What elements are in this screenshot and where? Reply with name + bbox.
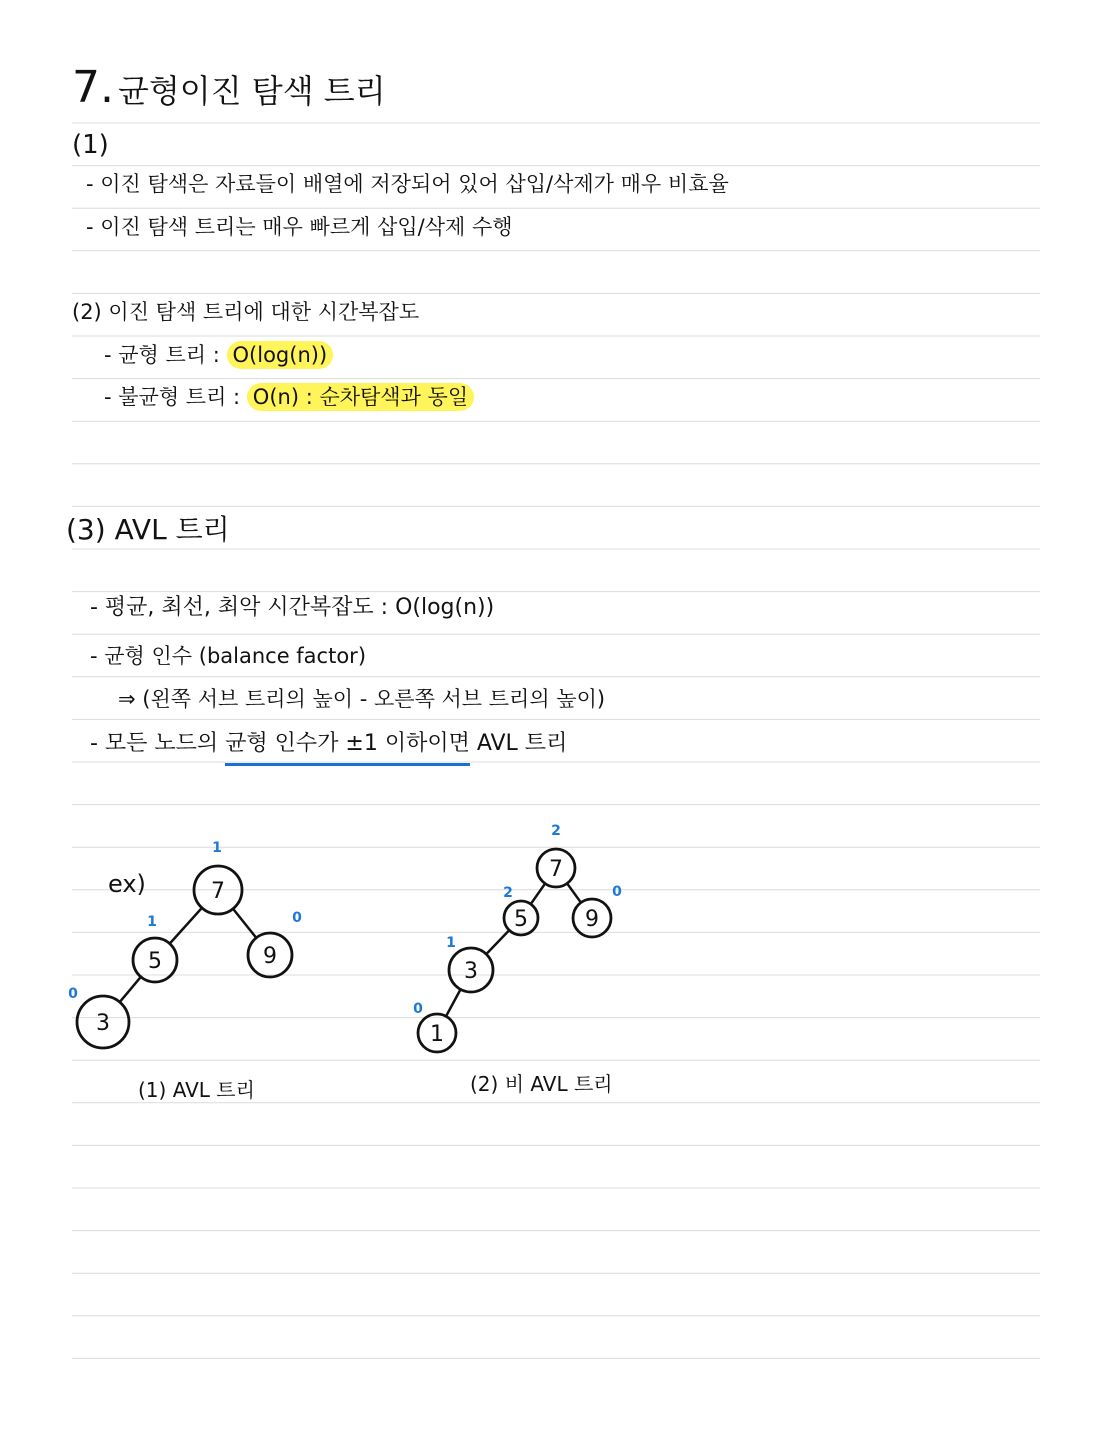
tree1-balance-factor: 1 bbox=[147, 914, 157, 930]
tree1-balance-factor: 1 bbox=[212, 840, 222, 856]
example-label: ex) bbox=[108, 870, 146, 898]
unbalanced-prefix: - 불균형 트리 : bbox=[104, 385, 241, 409]
tree2-edge bbox=[486, 930, 509, 954]
tree2-node-label: 9 bbox=[585, 907, 599, 932]
tree2-edge bbox=[567, 883, 581, 902]
tree1-node-label: 5 bbox=[148, 949, 162, 974]
avl-definition-before: - 모든 노드의 bbox=[90, 731, 226, 756]
balance-factor-bullet: - 균형 인수 (balance factor) bbox=[90, 644, 367, 668]
title-text: 균형이진 탐색 트리 bbox=[117, 72, 386, 110]
tree2-balance-factor: 1 bbox=[446, 935, 456, 951]
tree2-caption: (2) 비 AVL 트리 bbox=[470, 1072, 613, 1096]
tree2-balance-factor: 0 bbox=[413, 1001, 423, 1017]
tree1-node-label: 9 bbox=[263, 944, 277, 969]
unbalanced-highlight: O(n) : 순차탐색과 동일 bbox=[247, 383, 474, 411]
balanced-highlight: O(log(n)) bbox=[227, 341, 334, 369]
section2-heading: (2) 이진 탐색 트리에 대한 시간복잡도 bbox=[72, 300, 420, 324]
tree2-node-label: 3 bbox=[464, 959, 478, 984]
tree2-edge bbox=[446, 989, 461, 1016]
tree2-node-label: 1 bbox=[430, 1022, 444, 1047]
tree2-balance-factor: 0 bbox=[612, 884, 622, 900]
avl-complexity-bullet: - 평균, 최선, 최악 시간복잡도 : O(log(n)) bbox=[90, 595, 495, 620]
tree1-node-label: 7 bbox=[211, 879, 225, 904]
tree2-node-label: 7 bbox=[549, 857, 563, 882]
tree2-edge bbox=[531, 884, 545, 905]
section1-bullet-2: - 이진 탐색 트리는 매우 빠르게 삽입/삭제 수행 bbox=[86, 215, 513, 239]
tree2-balance-factor: 2 bbox=[551, 823, 561, 839]
tree1-balance-factor: 0 bbox=[68, 986, 78, 1002]
avl-definition-after: AVL 트리 bbox=[469, 731, 568, 756]
tree1-edge bbox=[170, 908, 202, 944]
tree2-node-label: 5 bbox=[514, 907, 528, 932]
tree1-edge bbox=[233, 909, 256, 938]
title-number: 7. bbox=[72, 62, 114, 113]
section3-heading: (3) AVL 트리 bbox=[66, 513, 230, 546]
section1-heading: (1) bbox=[72, 130, 109, 160]
tree1-edge bbox=[120, 977, 141, 1002]
tree2-balance-factor: 2 bbox=[503, 885, 513, 901]
section1-bullet-1: - 이진 탐색은 자료들이 배열에 저장되어 있어 삽입/삭제가 매우 비효율 bbox=[86, 172, 729, 196]
tree1-caption: (1) AVL 트리 bbox=[138, 1078, 255, 1102]
balanced-prefix: - 균형 트리 : bbox=[104, 343, 220, 367]
tree1-node-label: 3 bbox=[96, 1011, 110, 1036]
balance-factor-formula: ⇒ (왼쪽 서브 트리의 높이 - 오른쪽 서브 트리의 높이) bbox=[118, 687, 606, 711]
avl-definition-underlined: 균형 인수가 ±1 이하이면 bbox=[225, 726, 470, 766]
tree1-balance-factor: 0 bbox=[292, 910, 302, 926]
